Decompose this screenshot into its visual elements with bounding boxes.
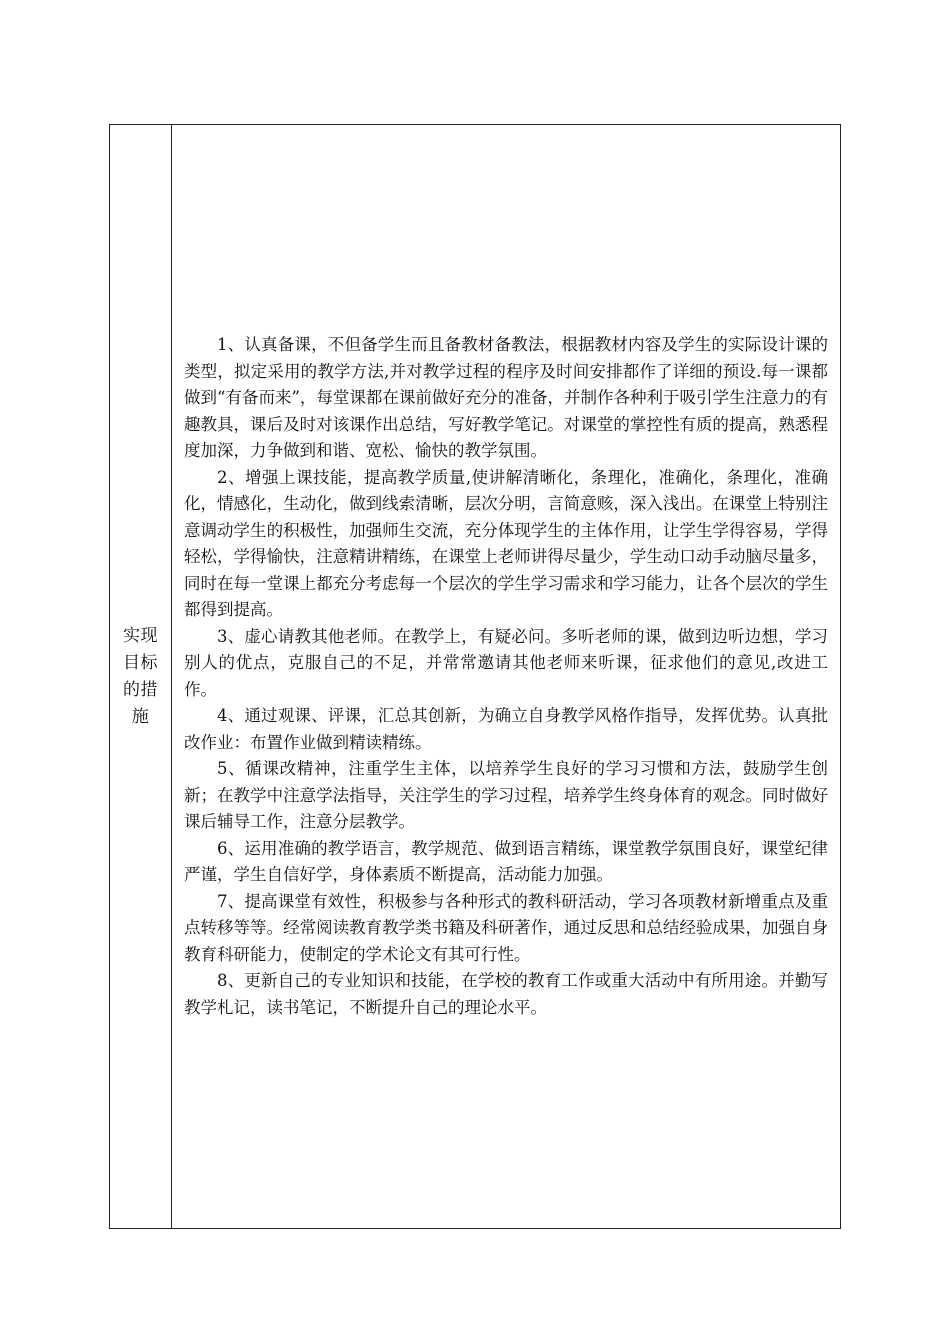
row-label: 实现目标的措施 [123, 625, 158, 727]
measures-table [109, 124, 841, 1229]
measure-item-7: 7、提高课堂有效性，积极参与各种形式的教科研活动，学习各项教材新增重点及重点转移等等。经常阅读教育教学类书籍及科研著作，通过反思和总结经验成果，加强自身教育科研能力，使制定的学术论文有其可行性。 [184, 891, 828, 964]
measure-item-3: 3、虚心请教其他老师。在教学上，有疑必问。多听老师的课，做到边听边想，学习别人的优点，克服自己的不足，并常常邀请其他老师来听课，征求他们的意见,改进工作。 [184, 626, 828, 699]
measure-item-1: 1、认真备课，不但备学生而且备教材备教法，根据教材内容及学生的实际设计课的类型，拟定采用的教学方法,并对教学过程的程序及时间安排都作了详细的预设.每一课都做到“有备而来”，每堂课都在课前做好充分的准备，并制作各种利于吸引学生注意力的有趣教具，课后及时对该课作出总结，写好教学笔记。对课堂的掌控性有质的提高，熟悉程度加深，力争做到和谐、宽松、愉快的教学氛围。 [184, 335, 828, 460]
measure-item-2: 2、增强上课技能，提高教学质量,使讲解清晰化，条理化，准确化，条理化，准确化，情感化，生动化，做到线索清晰，层次分明，言简意赅，深入浅出。在课堂上特别注意调动学生的积极性，加强师生交流，充分体现学生的主体作用，让学生学得容易，学得轻松，学得愉快，注意精讲精练，在课堂上老师讲得尽量少，学生动口动手动脑尽量多，同时在每一堂课上都充分考虑每一个层次的学生学习需求和学习能力，让各个层次的学生都得到提高。 [184, 467, 828, 619]
measure-item-5: 5、循课改精神，注重学生主体，以培养学生良好的学习习惯和方法，鼓励学生创新；在教学中注意学法指导，关注学生的学习过程，培养学生终身体育的观念。同时做好课后辅导工作，注意分层教学。 [184, 759, 828, 831]
measures-list [184, 332, 828, 1021]
row-label-cell [110, 125, 172, 1228]
measure-item-8: 8、更新自己的专业知识和技能，在学校的教育工作或重大活动中有所用途。并勤写教学札记，读书笔记，不断提升自己的理论水平。 [184, 971, 828, 1017]
measure-item-6: 6、运用准确的教学语言，教学规范、做到语言精练，课堂教学氛围良好，课堂纪律严谨，学生自信好学，身体素质不断提高，活动能力加强。 [184, 838, 828, 884]
measures-content-cell [172, 125, 840, 1228]
measure-item-4: 4、通过观课、评课，汇总其创新，为确立自身教学风格作指导，发挥优势。认真批改作业：布置作业做到精读精练。 [184, 706, 828, 752]
